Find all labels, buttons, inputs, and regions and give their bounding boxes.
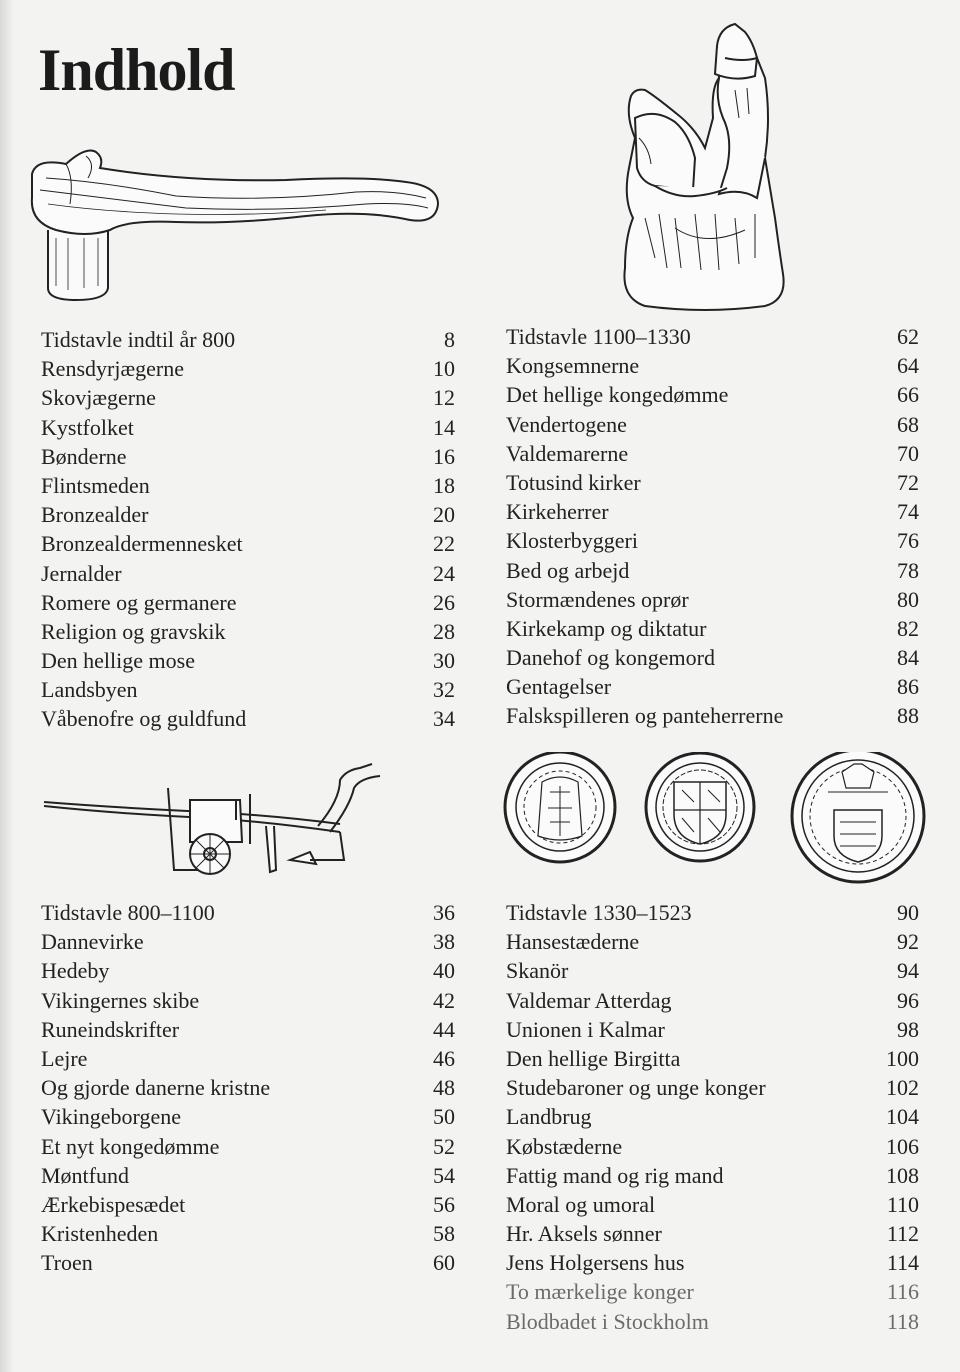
toc-entry-page: 56 (433, 1191, 455, 1217)
toc-entry (41, 588, 455, 617)
toc-entry (506, 672, 919, 701)
toc-entry (41, 413, 455, 442)
toc-entry (506, 556, 919, 585)
toc-entry (41, 559, 455, 588)
toc-entry-title: Møntfund (41, 1162, 129, 1188)
toc-entry (41, 354, 455, 383)
toc-entry-page: 100 (886, 1045, 919, 1071)
toc-entry-page: 52 (433, 1133, 455, 1159)
toc-entry-title: Et nyt kongedømme (41, 1133, 220, 1159)
toc-entry-title: Vendertogene (506, 411, 627, 437)
toc-entry-title: Romere og germanere (41, 589, 237, 615)
toc-entry-page: 50 (433, 1104, 455, 1130)
toc-entry (41, 1132, 455, 1161)
toc-entry-page: 46 (433, 1045, 455, 1071)
toc-column-2-lower (506, 898, 919, 1336)
toc-entry (506, 956, 919, 985)
toc-entry-page: 108 (886, 1162, 919, 1188)
toc-entry-title: Det hellige kongedømme (506, 382, 729, 408)
toc-entry-page: 18 (433, 472, 455, 498)
toc-entry-title: Studebaroner og unge konger (506, 1075, 766, 1101)
toc-entry-page: 92 (897, 929, 919, 955)
toc-entry (506, 986, 919, 1015)
toc-entry (506, 1219, 919, 1248)
toc-entry-title: Stormændenes oprør (506, 586, 689, 612)
toc-entry (506, 701, 919, 730)
toc-entry-title: Skovjægerne (41, 385, 156, 411)
toc-entry-page: 64 (897, 353, 919, 379)
toc-entry (41, 1044, 455, 1073)
toc-entry-title: Tidstavle indtil år 800 (41, 327, 236, 352)
toc-entry (506, 439, 919, 468)
toc-entry-page: 96 (897, 987, 919, 1013)
toc-entry-title: Kirkeherrer (506, 499, 609, 525)
toc-entry-page: 32 (433, 677, 455, 703)
page-title: Indhold (38, 37, 235, 103)
toc-entry-title: Valdemarerne (506, 440, 629, 466)
toc-entry-page: 30 (433, 648, 455, 674)
toc-entry (41, 1219, 455, 1248)
toc-entry (506, 526, 919, 555)
toc-entry-title: Religion og gravskik (41, 618, 226, 644)
toc-entry (506, 468, 919, 497)
toc-entry-title: Blodbadet i Stockholm (506, 1308, 709, 1334)
toc-entry-page: 26 (433, 589, 455, 615)
toc-entry-title: Den hellige mose (41, 648, 195, 674)
toc-entry-title: Hansestæderne (506, 929, 640, 955)
toc-entry-title: Tidstavle 800–1100 (41, 900, 215, 925)
toc-entry-title: Danehof og kongemord (506, 645, 715, 671)
toc-entry-title: Vikingernes skibe (41, 987, 200, 1013)
toc-entry (506, 497, 919, 526)
toc-entry-page: 116 (886, 1279, 919, 1305)
toc-entry-page: 104 (886, 1104, 919, 1130)
toc-entry-page: 74 (897, 499, 919, 525)
toc-entry (506, 585, 919, 614)
toc-entry-page: 72 (897, 469, 919, 495)
toc-entry (41, 325, 455, 354)
toc-entry-page: 102 (886, 1075, 919, 1101)
toc-entry-page: 110 (886, 1191, 919, 1217)
toc-entry-title: Gentagelser (506, 674, 612, 700)
toc-entry-page: 44 (433, 1016, 455, 1042)
toc-column-2-upper (506, 322, 919, 731)
toc-entry-title: Og gjorde danerne kristne (41, 1075, 271, 1101)
toc-entry-page: 88 (897, 703, 919, 729)
toc-entry (41, 675, 455, 704)
axe-illustration (26, 138, 446, 304)
toc-entry-title: Unionen i Kalmar (506, 1016, 665, 1042)
toc-entry-title: Bønderne (41, 443, 127, 469)
chess-knight-illustration (615, 18, 795, 314)
toc-entry (506, 1248, 919, 1277)
coins-illustration (498, 752, 930, 886)
toc-entry-page: 76 (897, 528, 919, 554)
toc-entry (41, 986, 455, 1015)
toc-entry-title: Våbenofre og guldfund (41, 706, 247, 732)
toc-entry-title: Kirkekamp og diktatur (506, 615, 707, 641)
toc-entry-title: Runeindskrifter (41, 1016, 180, 1042)
toc-entry-page: 42 (433, 987, 455, 1013)
toc-entry-title: Moral og umoral (506, 1191, 656, 1217)
toc-entry (41, 956, 455, 985)
toc-entry-page: 68 (897, 411, 919, 437)
toc-column-1-lower (41, 898, 455, 1277)
toc-entry-page: 90 (897, 900, 919, 925)
toc-entry (41, 500, 455, 529)
plough-illustration (40, 760, 390, 882)
toc-entry-page: 82 (897, 615, 919, 641)
toc-entry (506, 410, 919, 439)
toc-entry-title: Bronzealdermennesket (41, 531, 243, 557)
toc-entry-title: Troen (41, 1250, 93, 1276)
toc-entry-title: Købstæderne (506, 1133, 623, 1159)
toc-entry-title: Tidstavle 1100–1330 (506, 324, 691, 349)
coin-3 (792, 752, 924, 882)
toc-entry (506, 1044, 919, 1073)
toc-entry-title: Hedeby (41, 958, 110, 984)
toc-entry-page: 22 (433, 531, 455, 557)
toc-entry (41, 1015, 455, 1044)
toc-entry-page: 112 (886, 1221, 919, 1247)
toc-entry (41, 471, 455, 500)
coin-1 (505, 752, 615, 862)
toc-entry-title: Kongsemnerne (506, 353, 640, 379)
toc-entry-page: 34 (433, 706, 455, 732)
toc-entry-title: Hr. Aksels sønner (506, 1221, 662, 1247)
toc-entry-page: 38 (433, 929, 455, 955)
toc-entry-page: 10 (433, 356, 455, 382)
toc-entry (41, 1248, 455, 1277)
toc-entry (506, 380, 919, 409)
toc-entry-page: 20 (433, 502, 455, 528)
toc-entry (506, 1190, 919, 1219)
toc-entry-page: 8 (444, 327, 455, 352)
toc-entry-page: 12 (433, 385, 455, 411)
toc-entry (41, 1073, 455, 1102)
toc-entry-title: To mærkelige konger (506, 1279, 694, 1305)
page-edge (0, 0, 14, 1372)
toc-entry-title: Tidstavle 1330–1523 (506, 900, 692, 925)
toc-entry-page: 78 (897, 557, 919, 583)
toc-entry-title: Landsbyen (41, 677, 138, 703)
toc-entry-page: 60 (433, 1250, 455, 1276)
toc-entry-page: 28 (433, 618, 455, 644)
toc-entry-page: 70 (897, 440, 919, 466)
toc-entry-page: 80 (897, 586, 919, 612)
toc-entry-title: Totusind kirker (506, 469, 641, 495)
toc-entry (506, 1161, 919, 1190)
toc-entry-page: 98 (897, 1016, 919, 1042)
toc-entry-title: Kystfolket (41, 414, 134, 440)
toc-entry-page: 40 (433, 958, 455, 984)
toc-entry-title: Fattig mand og rig mand (506, 1162, 724, 1188)
toc-entry-page: 94 (897, 958, 919, 984)
toc-entry-title: Landbrug (506, 1104, 592, 1130)
toc-entry-page: 62 (897, 324, 919, 349)
toc-entry-page: 86 (897, 674, 919, 700)
toc-entry (506, 1307, 919, 1336)
toc-entry-title: Valdemar Atterdag (506, 987, 672, 1013)
toc-entry-title: Jens Holgersens hus (506, 1250, 685, 1276)
toc-entry-page: 58 (433, 1221, 455, 1247)
toc-entry-page: 66 (897, 382, 919, 408)
toc-entry-title: Rensdyrjægerne (41, 356, 184, 382)
toc-entry (41, 927, 455, 956)
toc-entry-title: Dannevirke (41, 929, 144, 955)
toc-entry-page: 84 (897, 645, 919, 671)
toc-entry (41, 704, 455, 733)
toc-entry-title: Bronzealder (41, 502, 149, 528)
toc-entry (41, 646, 455, 675)
toc-entry-page: 14 (433, 414, 455, 440)
toc-entry-title: Lejre (41, 1045, 88, 1071)
toc-entry-title: Vikingeborgene (41, 1104, 182, 1130)
toc-entry-title: Kristenheden (41, 1221, 159, 1247)
toc-entry-page: 118 (886, 1308, 919, 1334)
toc-entry (506, 351, 919, 380)
toc-entry-page: 48 (433, 1075, 455, 1101)
toc-entry-page: 54 (433, 1162, 455, 1188)
toc-entry-title: Flintsmeden (41, 472, 150, 498)
toc-entry (506, 1015, 919, 1044)
toc-column-1-upper (41, 325, 455, 734)
coin-2 (646, 753, 754, 861)
toc-entry (41, 1102, 455, 1131)
toc-entry-page: 36 (433, 900, 455, 925)
toc-entry (41, 1190, 455, 1219)
toc-entry-page: 106 (886, 1133, 919, 1159)
toc-entry-title: Bed og arbejd (506, 557, 630, 583)
toc-entry (41, 898, 455, 927)
toc-entry-title: Den hellige Birgitta (506, 1045, 681, 1071)
toc-entry-title: Klosterbyggeri (506, 528, 638, 554)
toc-entry (41, 617, 455, 646)
toc-entry (41, 442, 455, 471)
toc-entry (506, 1132, 919, 1161)
toc-entry (506, 1102, 919, 1131)
toc-entry (506, 898, 919, 927)
toc-entry (506, 927, 919, 956)
toc-entry-title: Falskspilleren og panteherrerne (506, 703, 784, 729)
toc-entry-page: 24 (433, 560, 455, 586)
toc-entry-title: Skanör (506, 958, 569, 984)
toc-entry (506, 322, 919, 351)
toc-entry (506, 1277, 919, 1306)
toc-entry-title: Ærkebispesædet (41, 1191, 186, 1217)
toc-entry-page: 114 (886, 1250, 919, 1276)
toc-entry (506, 643, 919, 672)
toc-entry-title: Jernalder (41, 560, 122, 586)
toc-entry (506, 614, 919, 643)
toc-entry (41, 529, 455, 558)
toc-entry (41, 1161, 455, 1190)
toc-entry (506, 1073, 919, 1102)
toc-entry (41, 383, 455, 412)
toc-entry-page: 16 (433, 443, 455, 469)
